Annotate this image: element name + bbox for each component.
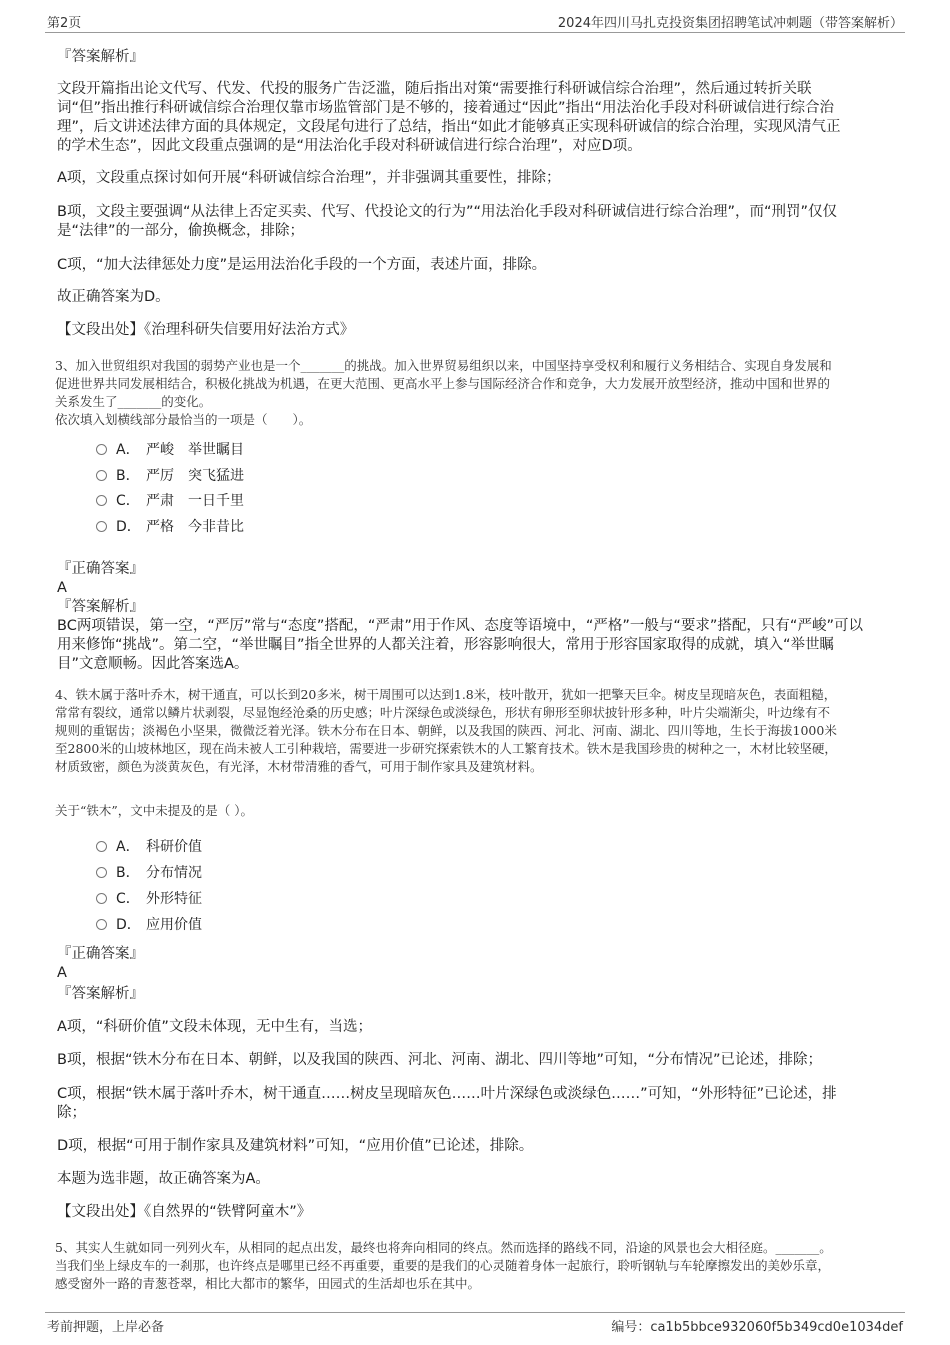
text-line: 关系发生了_______的变化。 (55, 394, 212, 409)
q4-option-a-analysis: A项，“科研价值”文段未体现，无中生有，当选； (57, 1019, 372, 1035)
q5-stem (55, 1239, 895, 1293)
radio-icon[interactable] (96, 919, 107, 930)
option-letter: D． (116, 917, 141, 933)
q3-option-d[interactable] (96, 517, 244, 537)
text-line: 常常有裂纹，通常以鳞片状剥裂，尽显饱经沧桑的历史感；叶片深绿色或淡绿色，形状有卵形至卵状披针形多种，叶片尖端渐尖，叶边缘有不 (55, 705, 831, 720)
option-word-2: 举世瞩目 (188, 442, 244, 458)
document-code: 编号：ca1b5bbce932060f5b349cd0e1034def (611, 1320, 903, 1335)
q4-option-d[interactable] (96, 915, 202, 935)
q4-option-d-analysis: D项，根据“可用于制作家具及建筑材料”可知，“应用价值”已论述，排除。 (57, 1138, 534, 1154)
option-word-1: 严肃 (146, 493, 174, 509)
text-line: 当我们坐上绿皮车的一刹那，也许终点是哪里已经不再重要，重要的是我们的心灵随着身体一起旅行，聆听钢轨与车轮摩擦发出的美妙乐章， (55, 1258, 831, 1273)
q3-answer: A (57, 580, 67, 596)
text-line: 词“但”指出推行科研诚信综合治理仅靠市场监管部门是不够的，接着通过“因此”指出“用法治化手段对科研诚信进行综合治 (57, 100, 835, 116)
page-footer (45, 1312, 905, 1335)
option-word-2: 突飞猛进 (188, 468, 244, 484)
q3-answer-label: 『正确答案』 (57, 561, 144, 577)
q3-analysis (57, 617, 892, 674)
q4-stem (55, 686, 895, 776)
q3-stem (55, 357, 895, 429)
q3-option-c[interactable] (96, 491, 244, 511)
text-line: C项，根据“铁木属于落叶乔木，树干通直……树皮呈现暗灰色……叶片深绿色或淡绿色……”可知，“外形特征”已论述，排 (57, 1086, 837, 1102)
q2-analysis (57, 80, 892, 156)
q2-source: 【文段出处】《治理科研失信要用好法治方式》 (57, 322, 355, 338)
q4-source: 【文段出处】《自然界的“铁臂阿童木”》 (57, 1204, 312, 1220)
option-word-2: 一日千里 (188, 493, 244, 509)
option-letter: C． (116, 493, 140, 509)
q4-conclusion: 本题为选非题，故正确答案为A。 (57, 1171, 270, 1187)
option-letter: B． (116, 468, 140, 484)
q4-answer-label: 『正确答案』 (57, 946, 144, 962)
text-line: 4、铁木属于落叶乔木，树干通直，可以长到20多米，树干周围可以达到1.8米，枝叶散开，犹如一把擎天巨伞。树皮呈现暗灰色，表面粗糙， (55, 687, 837, 702)
text-line: BC两项错误，第一空，“严厉”常与“态度”搭配，“严肃”用于作风、态度等语境中，“严格”一般与“要求”搭配，只有“严峻”可以 (57, 618, 863, 634)
text-line: 促进世界共同发展相结合，积极化挑战为机遇，在更大范围、更高水平上参与国际经济合作和竞争，大力发展开放型经济，推动中国和世界的 (55, 376, 831, 391)
q2-option-b-analysis (57, 203, 892, 241)
option-text: 应用价值 (146, 917, 202, 933)
option-word-1: 严格 (146, 519, 174, 535)
radio-icon[interactable] (96, 444, 107, 455)
option-text: 科研价值 (146, 839, 202, 855)
text-line: 5、其实人生就如同一列列火车，从相同的起点出发，最终也将奔向相同的终点。然而选择的路线不同，沿途的风景也会大相径庭。_______。 (55, 1240, 832, 1255)
footer-slogan: 考前押题，上岸必备 (47, 1320, 165, 1335)
q3-option-a[interactable] (96, 440, 244, 460)
option-word-1: 严厉 (146, 468, 174, 484)
q4-option-a[interactable] (96, 837, 202, 857)
option-text: 分布情况 (146, 865, 202, 881)
text-line: 至2800米的山坡林地区，现在尚未被人工引种栽培，需要进一步研究探索铁木的人工繁育技术。铁木是我国珍贵的树种之一，木材比较坚硬， (55, 741, 837, 756)
q3-option-b[interactable] (96, 466, 244, 486)
text-line: 是“法律”的一部分，偷换概念，排除； (57, 223, 305, 239)
text-line: 理”，后文讲述法律方面的具体规定，文段尾句进行了总结，指出“如此才能够真正实现科研诚信的综合治理，实现风清气正 (57, 119, 841, 135)
text-line: B项，文段主要强调“从法律上否定买卖、代写、代投论文的行为”“用法治化手段对科研诚信进行综合治理”，而“刑罚”仅仅 (57, 204, 838, 220)
radio-icon[interactable] (96, 841, 107, 852)
q4-analysis-label: 『答案解析』 (57, 986, 144, 1002)
text-line: 除； (57, 1105, 86, 1121)
radio-icon[interactable] (96, 893, 107, 904)
option-text: 外形特征 (146, 891, 202, 907)
option-word-1: 严峻 (146, 442, 174, 458)
document-title: 2024年四川马扎克投资集团招聘笔试冲刺题（带答案解析） (557, 16, 903, 31)
option-letter: D． (116, 519, 141, 535)
option-word-2: 今非昔比 (188, 519, 244, 535)
q4-option-c-analysis (57, 1085, 892, 1123)
radio-icon[interactable] (96, 495, 107, 506)
page-number: 第2页 (47, 16, 82, 31)
option-letter: A． (116, 839, 140, 855)
option-letter: B． (116, 865, 140, 881)
q4-option-b[interactable] (96, 863, 202, 883)
text-line: 材质致密，颜色为淡黄灰色，有光泽，木材带清雅的香气，可用于制作家具及建筑材料。 (55, 759, 543, 774)
q4-question: 关于“铁木”，文中未提及的是（ ）。 (55, 803, 254, 818)
q2-option-c-analysis: C项，“加大法律惩处力度”是运用法治化手段的一个方面，表述片面，排除。 (57, 257, 547, 273)
text-line: 规则的重锯齿；淡褐色小坚果，微微泛着光泽。铁木分布在日本、朝鲜，以及我国的陕西、河北、河南、湖北、四川等地，生长于海拔1000米 (55, 723, 837, 738)
radio-icon[interactable] (96, 470, 107, 481)
radio-icon[interactable] (96, 867, 107, 878)
text-line: 用来修饰“挑战”。第二空，“举世瞩目”指全世界的人都关注着，形容影响很大，常用于形容国家取得的成就，填入“举世瞩 (57, 637, 835, 653)
q2-option-a-analysis: A项，文段重点探讨如何开展“科研诚信综合治理”，并非强调其重要性，排除； (57, 170, 561, 186)
text-line: 文段开篇指出论文代写、代发、代投的服务广告泛滥，随后指出对策“需要推行科研诚信综合治理”，然后通过转折关联 (57, 81, 812, 97)
text-line: 的学术生态”，因此文段重点强调的是“用法治化手段对科研诚信进行综合治理”，对应D项。 (57, 138, 642, 154)
text-line: 目”文意顺畅。因此答案选A。 (57, 656, 249, 672)
q4-option-b-analysis: B项，根据“铁木分布在日本、朝鲜，以及我国的陕西、河北、河南、湖北、四川等地”可知，“分布情况”已论述，排除； (57, 1052, 822, 1068)
text-line: 3、加入世贸组织对我国的弱势产业也是一个_______的挑战。加入世界贸易组织以来，中国坚持享受权利和履行义务相结合、实现自身发展和 (55, 358, 832, 373)
text-line: 感受窗外一路的青葱苍翠，相比大都市的繁华，田园式的生活却也乐在其中。 (55, 1276, 481, 1291)
q2-conclusion: 故正确答案为D。 (57, 289, 170, 305)
option-letter: A． (116, 442, 140, 458)
option-letter: C． (116, 891, 140, 907)
q4-option-c[interactable] (96, 889, 202, 909)
q4-answer: A (57, 965, 67, 981)
text-line: 依次填入划横线部分最恰当的一项是（ ）。 (55, 412, 312, 427)
q2-analysis-label: 『答案解析』 (57, 49, 144, 65)
radio-icon[interactable] (96, 521, 107, 532)
q3-analysis-label: 『答案解析』 (57, 599, 144, 615)
page-header (45, 10, 905, 33)
